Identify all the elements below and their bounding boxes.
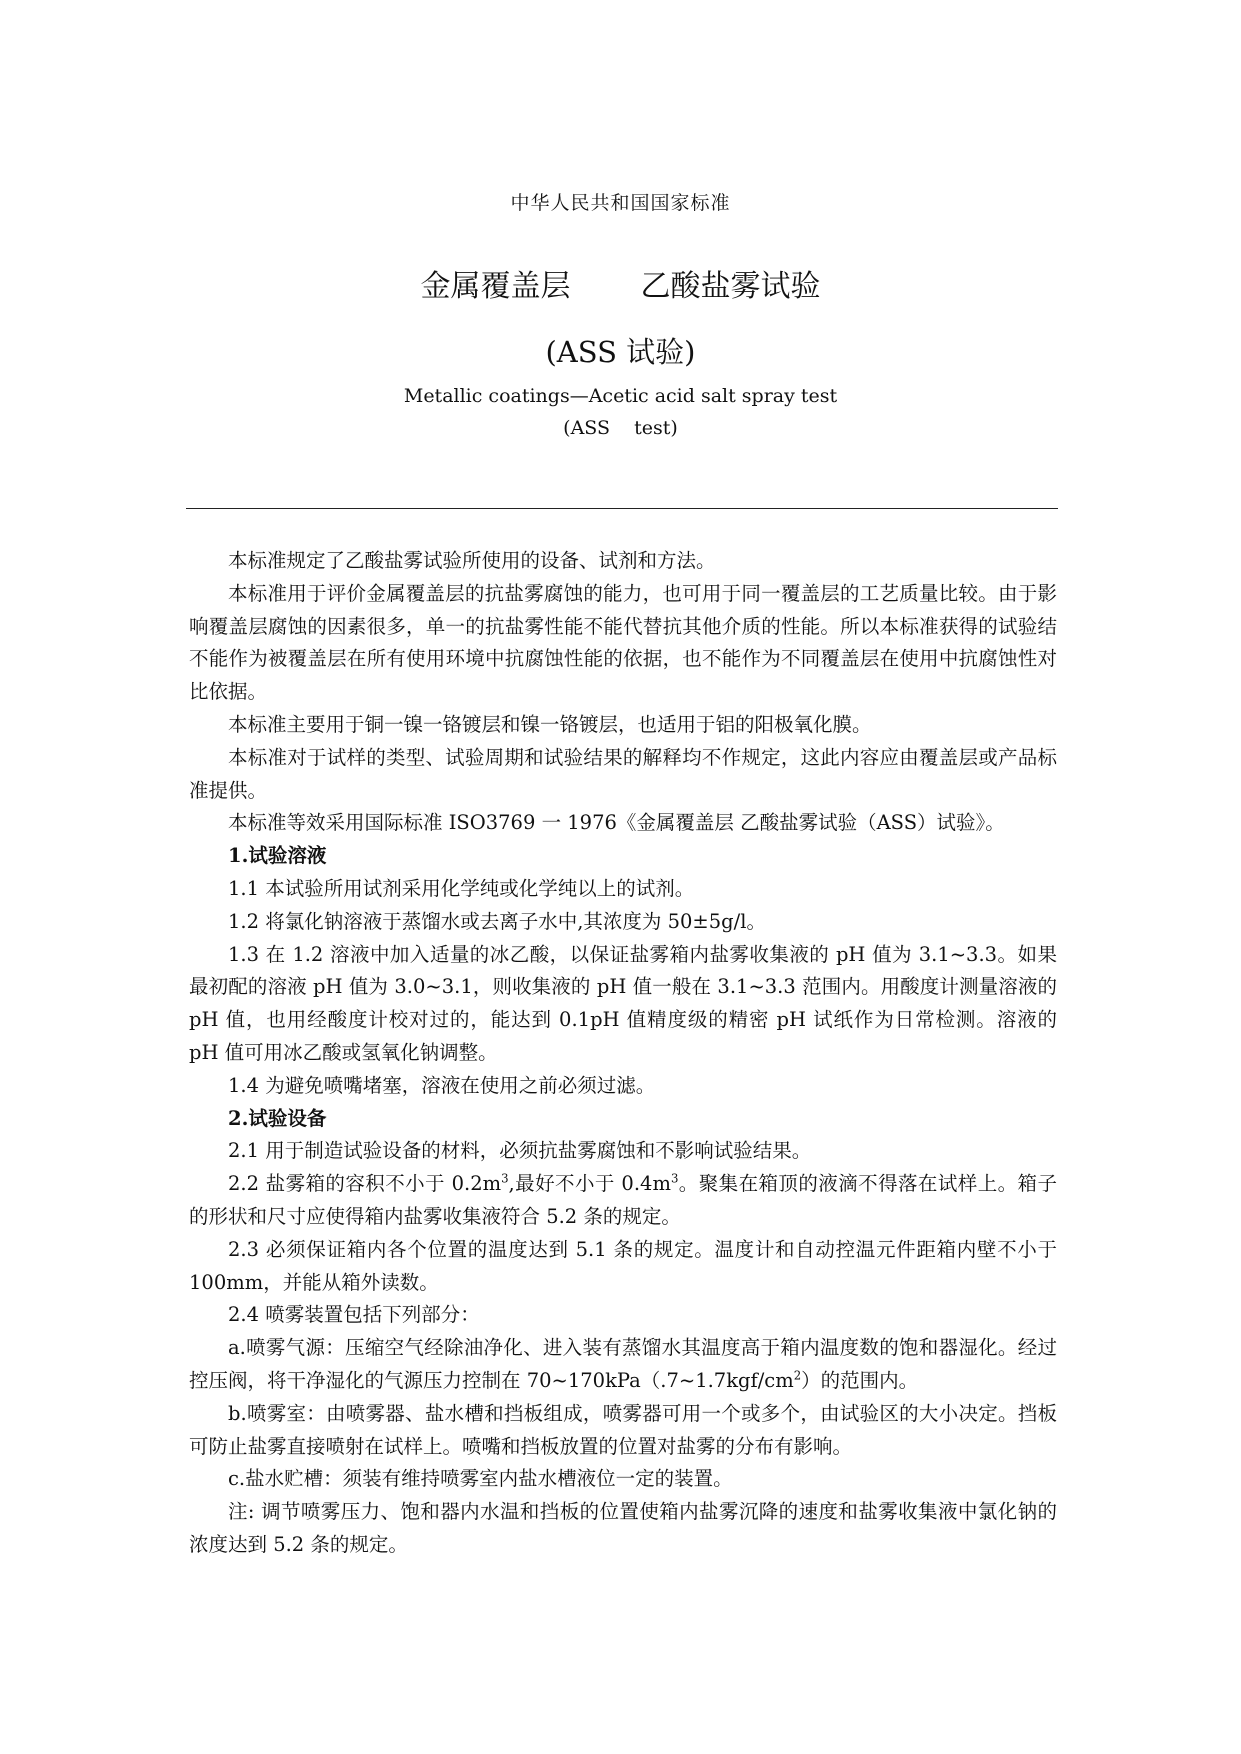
clause-2-2-text-a: 2.2 盐雾箱的容积不小于 0.2m [228,1172,502,1196]
clause-2-4: 2.4 喷雾装置包括下列部分： [228,1303,480,1327]
clause-1-1: 1.1 本试验所用试剂采用化学纯或化学纯以上的试剂。 [228,876,695,900]
paragraph-scope: 本标准规定了乙酸盐雾试验所使用的设备、试剂和方法。 [228,549,716,572]
document-title-en: Metallic coatings—Acetic acid salt spray test [403,385,838,407]
clause-2-4-a-text-b: ）的范围内。 [801,1368,919,1392]
paragraph-equivalence: 本标准等效采用国际标准 ISO3769 一 1976《金属覆盖层 乙酸盐雾试验（ASS）试验》。 [228,811,1005,835]
superscript-3: 3 [670,1171,679,1186]
document-subtitle-en: (ASS test) [563,417,678,439]
section-heading-1: 1.试验溶液 [228,844,327,868]
section-heading-2: 2.试验设备 [228,1106,327,1130]
superscript-3: 3 [501,1171,509,1186]
clause-2-4-c: c.盐水贮槽：须装有维持喷雾室内盐水槽液位一定的装置。 [228,1467,733,1491]
document-title-cn [0,261,1241,305]
note: 注: 调节喷雾压力、饱和器内水温和挡板的位置使箱内盐雾沉降的速度和盐雾收集液中氯化钠的浓度达到 5.2 条的规定。 [189,1500,1057,1556]
title-cn-part1: 金属覆盖层 [420,269,571,304]
clause-1-2: 1.2 将氯化钠溶液于蒸馏水或去离子水中,其浓度为 50±5g/l。 [228,909,766,933]
clause-2-2-text-b: ,最好不小于 0.4m [508,1172,671,1196]
clause-2-2-text-c: 。聚集在箱顶的液滴不得落在试样上。箱子的形状和尺寸应使得箱内盐雾收集液符合 5.2 条的规定。 [189,1172,1057,1228]
clause-2-4-a-text-a: a.喷雾气源：压缩空气经除油净化、进入装有蒸馏水其温度高于箱内温度数的饱和器湿化。经过控压阀，将干净湿化的气源压力控制在 70~170kPa（.7~1.7kgf/cm [189,1336,1057,1392]
clause-1-3: 1.3 在 1.2 溶液中加入适量的冰乙酸，以保证盐雾箱内盐雾收集液的 pH 值为 3.1~3.3。如果最初配的溶液 pH 值为 3.0~3.1，则收集液的 pH 值一般在 3.1~3.3 范围内。用酸度计测量溶液的 pH 值，也用经酸度计校对过的，能达到 0.1pH 值精度级的精密 pH 试纸作为日常检测。溶液的 pH 值可用冰乙酸或氢氧化钠调整。 [189,942,1057,1064]
superscript-2: 2 [793,1368,802,1383]
clause-1-4: 1.4 为避免喷嘴堵塞，溶液在使用之前必须过滤。 [228,1073,656,1097]
clause-2-1: 2.1 用于制造试验设备的材料，必须抗盐雾腐蚀和不影响试验结果。 [228,1139,812,1163]
horizontal-divider [186,508,1058,509]
document-subtitle-cn: (ASS 试验) [545,335,696,369]
clause-2-2 [189,1168,1057,1234]
issuing-organization: 中华人民共和国国家标准 [510,192,731,214]
clause-2-3: 2.3 必须保证箱内各个位置的温度达到 5.1 条的规定。温度计和自动控温元件距箱内壁不小于 100mm，并能从箱外读数。 [189,1237,1057,1294]
document-body [189,545,1057,1562]
paragraph-limitations: 本标准对于试样的类型、试验周期和试验结果的解释均不作规定，这此内容应由覆盖层或产品标准提供。 [189,745,1057,802]
title-cn-part2: 乙酸盐雾试验 [640,269,821,304]
clause-2-4-a [189,1332,1057,1398]
paragraph-purpose: 本标准用于评价金属覆盖层的抗盐雾腐蚀的能力，也可用于同一覆盖层的工艺质量比较。由于影响覆盖层腐蚀的因素很多，单一的抗盐雾性能不能代替抗其他介质的性能。所以本标准获得的试验结不能作为被覆盖层在所有使用环境中抗腐蚀性能的依据，也不能作为不同覆盖层在使用中抗腐蚀性对比依据。 [189,581,1057,704]
paragraph-application: 本标准主要用于铜一镍一铬镀层和镍一铬镀层，也适用于铝的阳极氧化膜。 [228,712,872,736]
clause-2-4-b: b.喷雾室：由喷雾器、盐水槽和挡板组成，喷雾器可用一个或多个，由试验区的大小决定。挡板可防止盐雾直接喷射在试样上。喷嘴和挡板放置的位置对盐雾的分布有影响。 [189,1401,1057,1458]
